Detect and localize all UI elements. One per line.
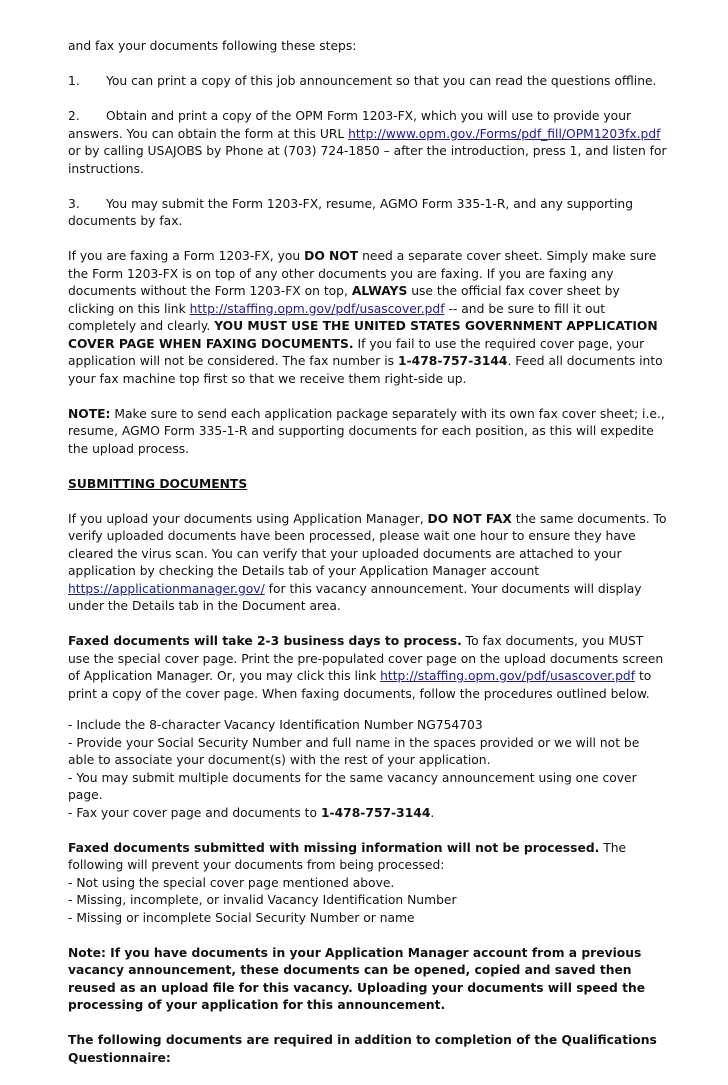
list-item: - Missing or incomplete Social Security Number or name	[68, 910, 415, 925]
fax-number: 1-478-757-3144	[398, 354, 508, 368]
faxed-documents-paragraph: Faxed documents will take 2-3 business days to process. To fax documents, you MUST use the special cover page. Print the pre-populated cover page on the upload documents screen of Application Manager. Or, you may click this link http://staffing.opm.gov/pdf/usascover.pdf to print a copy of the cover page. When faxing documents, follow the procedures outlined below.	[68, 634, 664, 701]
procedures-list	[68, 717, 668, 822]
list-item: - Missing, incomplete, or invalid Vacancy Identification Number	[68, 893, 457, 907]
list-item: - You may submit multiple documents for the same vacancy announcement using one cover page.	[68, 770, 637, 802]
list-item: - Not using the special cover page mentioned above.	[68, 875, 395, 890]
opm-form-link[interactable]: http://www.opm.gov./Forms/pdf_fill/OPM1203fx.pdf	[348, 126, 661, 141]
cover-page-link[interactable]: http://staffing.opm.gov/pdf/usascover.pdf	[380, 669, 636, 683]
intro-text: and fax your documents following these steps:	[68, 39, 357, 53]
step-2: 2. Obtain and print a copy of the OPM Form 1203-FX, which you will use to provide your answers. You can obtain the form at this URL http://www.opm.gov./Forms/pdf_fill/OPM1203fx.pdf or by calling USAJOBS by Phone at (703) 724-1850 – after the introduction, press 1, and listen for instructions.	[68, 109, 667, 176]
application-manager-link[interactable]: https://applicationmanager.gov/	[68, 581, 265, 596]
step-1: 1. You can print a copy of this job announcement so that you can read the questions offline.	[68, 74, 657, 88]
submitting-documents-heading: SUBMITTING DOCUMENTS	[68, 476, 248, 491]
list-item: - Fax your cover page and documents to 1-478-757-3144.	[68, 805, 435, 820]
faxing-paragraph: If you are faxing a Form 1203-FX, you DO NOT need a separate cover sheet. Simply make sure the Form 1203-FX is on top of any other documents you are faxing. If you are faxing any documents without the Form 1203-FX on top, ALWAYS use the official fax cover sheet by clicking on this link http://staffing.opm.gov/pdf/usascover.pdf -- and be sure to fill it out completely and clearly. YOU MUST USE THE UNITED STATES GOVERNMENT APPLICATION COVER PAGE WHEN FAXING DOCUMENTS. If you fail to use the required cover page, your application will not be considered. The fax number is 1-478-757-3144. Feed all documents into your fax machine top first so that we receive them right-side up.	[68, 249, 663, 386]
list-item: - Provide your Social Security Number and full name in the spaces provided or we will not be able to associate your document(s) with the rest of your application.	[68, 735, 640, 767]
upload-paragraph: If you upload your documents using Application Manager, DO NOT FAX the same documents. To verify uploaded documents have been processed, please wait one hour to ensure they have cleared the virus scan. You can verify that your uploaded documents are attached to your application by checking the Details tab of your Application Manager account https://applicationmanager.gov/ for this vacancy announcement. Your documents will display under the Details tab in the Document area.	[68, 511, 667, 613]
list-item: - Include the 8-character Vacancy Identification Number NG754703	[68, 718, 483, 732]
reuse-note-paragraph: Note: If you have documents in your Application Manager account from a previous vacancy announcement, these documents can be opened, copied and saved then reused as an upload file for this vacancy. Uploading your documents will speed the processing of your application for this announcement.	[68, 945, 646, 1012]
note-paragraph: NOTE: Make sure to send each application package separately with its own fax cover sheet; i.e., resume, AGMO Form 335-1-R and supporting documents for each position, as this will expedite the upload process.	[68, 406, 665, 456]
required-documents-heading: The following documents are required in addition to completion of the Qualifications Questionnaire:	[68, 1033, 657, 1065]
missing-info-paragraph: Faxed documents submitted with missing information will not be processed. The following will prevent your documents from being processed: - Not using the special cover page mentioned above. - Missing, incomplete, or invalid Vacancy Identification Number - Missing or incomplete Social Security Number or name	[68, 840, 627, 925]
step-3: 3. You may submit the Form 1203-FX, resume, AGMO Form 335-1-R, and any supporting documents by fax.	[68, 196, 633, 228]
document-page	[68, 38, 668, 1085]
cover-sheet-link[interactable]: http://staffing.opm.gov/pdf/usascover.pdf	[189, 301, 445, 316]
